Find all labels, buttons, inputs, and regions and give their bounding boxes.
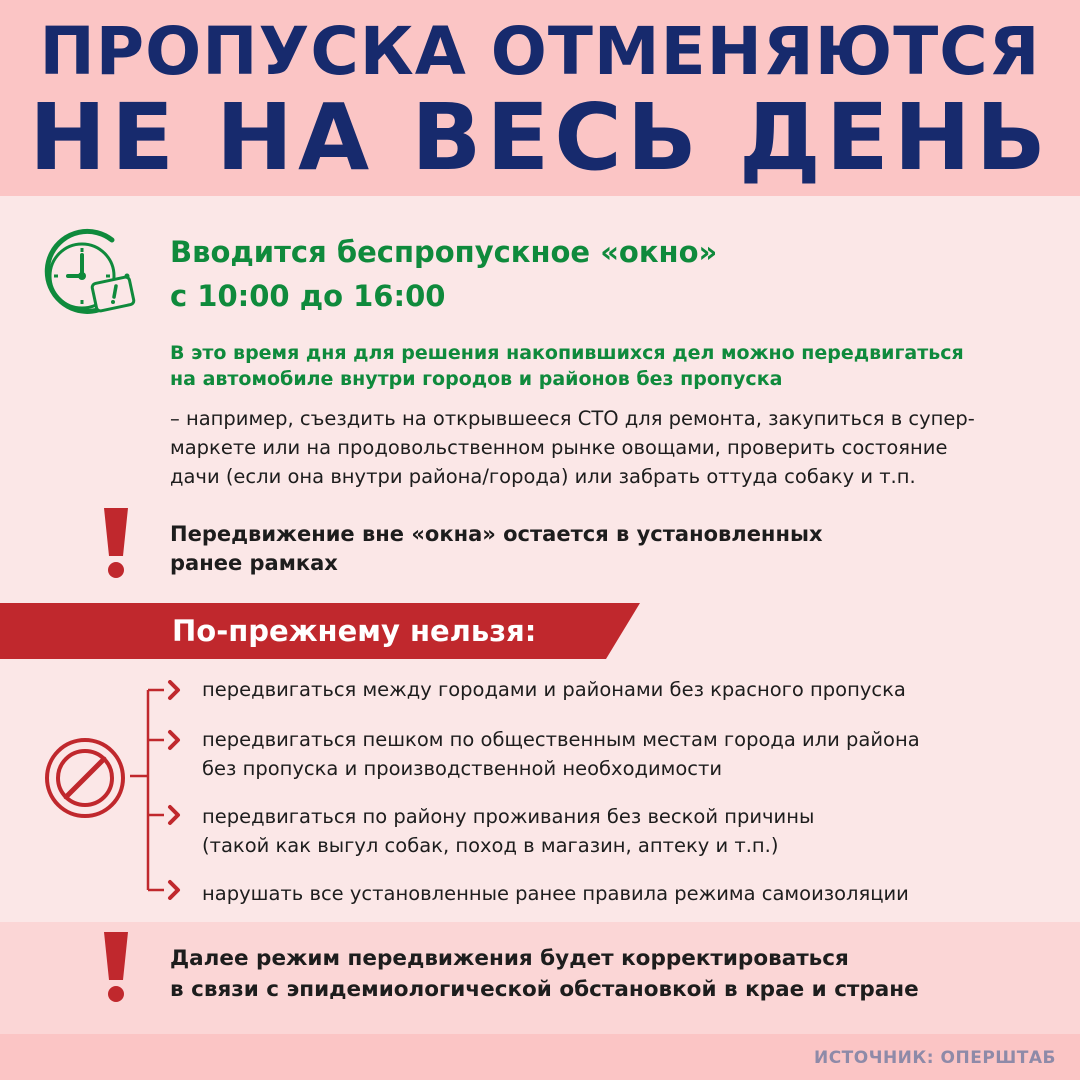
example-text-line-1: – например, съездить на открывшееся СТО для ремонта, закупиться в супер- [170, 407, 975, 430]
note-line-2: ранее рамках [170, 551, 338, 575]
window-subheading-line-2: на автомобиле внутри городов и районов без пропуска [170, 368, 783, 390]
prohibited-icon [42, 735, 128, 821]
prohibited-item-1: передвигаться между городами и районами без красного пропуска [202, 678, 906, 701]
window-subheading-line-1: В это время дня для решения накопившихся дел можно передвигаться [170, 342, 964, 364]
exclamation-icon [98, 506, 134, 580]
note-line-1: Передвижение вне «окна» остается в установленных [170, 522, 823, 546]
page-title-line-1: ПРОПУСКА ОТМЕНЯЮТСЯ [39, 13, 1041, 90]
clock-icon [34, 218, 144, 328]
prohibited-item-4: нарушать все установленные ранее правила режима самоизоляции [202, 882, 909, 905]
banner-label: По-прежнему нельзя: [172, 614, 537, 648]
prohibited-item-2-line-2: без пропуска и производственной необходимости [202, 757, 723, 780]
bottom-note-line-1: Далее режим передвижения будет корректироваться [170, 946, 849, 971]
exclamation-icon [98, 930, 134, 1004]
source-label: ИСТОЧНИК: ОПЕРШТАБ [813, 1048, 1056, 1068]
page-title-line-2: НЕ НА ВЕСЬ ДЕНЬ [29, 84, 1051, 191]
window-heading-line-2: с 10:00 до 16:00 [170, 279, 446, 313]
prohibited-item-2-line-1: передвигаться пешком по общественным местам города или района [202, 728, 920, 751]
example-text-line-3: дачи (если она внутри района/города) или забрать оттуда собаку и т.п. [170, 465, 916, 488]
window-heading-line-1: Вводится беспропускное «окно» [170, 235, 718, 269]
example-text-line-2: маркете или на продовольственном рынке овощами, проверить состояние [170, 436, 948, 459]
prohibited-item-3-line-1: передвигаться по району проживания без веской причины [202, 805, 815, 828]
prohibited-item-3-line-2: (такой как выгул собак, поход в магазин, аптеку и т.п.) [202, 834, 779, 857]
list-bracket [128, 680, 198, 900]
bottom-note-line-2: в связи с эпидемиологической обстановкой в крае и стране [170, 977, 919, 1002]
